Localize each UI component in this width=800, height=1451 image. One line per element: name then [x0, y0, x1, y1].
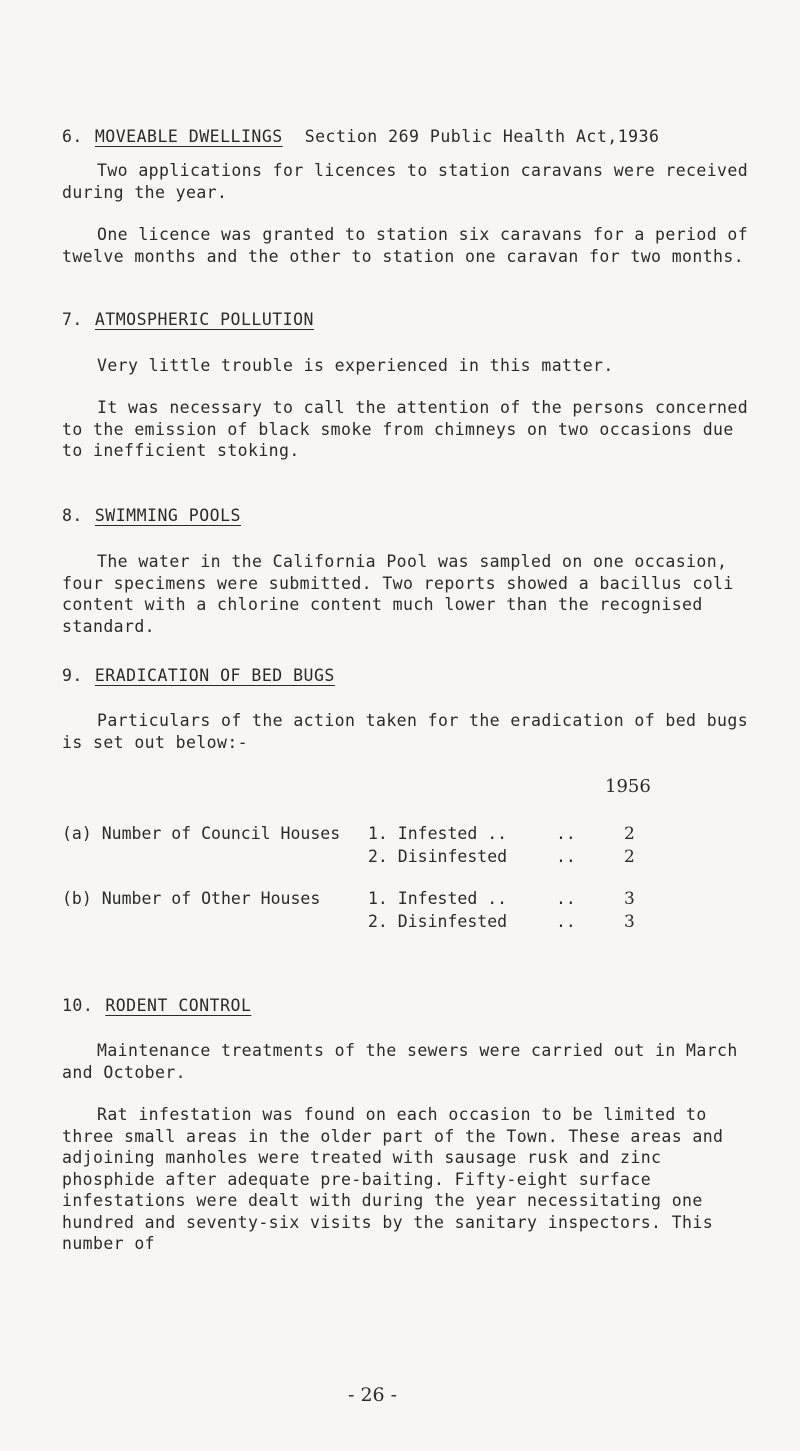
- section-number: 8.: [62, 506, 83, 525]
- paragraph: Particulars of the action taken for the eradication of bed bugs is set out below:-: [62, 711, 749, 752]
- paragraph: It was necessary to call the attention of the persons concerned to the emission of black smoke from chimneys on two occasions due to inefficient stoking.: [62, 398, 749, 460]
- table-leader: ..: [556, 824, 576, 843]
- table-item: 1. Infested ..: [368, 824, 508, 843]
- table-category: (a) Number of Council Houses: [62, 824, 341, 843]
- table-value: 3: [624, 889, 635, 909]
- paragraph: One licence was granted to station six caravans for a period of twelve months and the other to station one caravan for two months.: [62, 225, 749, 266]
- section-title: MOVEABLE DWELLINGS: [94, 127, 283, 146]
- paragraph: Two applications for licences to station caravans were received during the year.: [62, 161, 749, 202]
- section-title: ATMOSPHERIC POLLUTION: [94, 310, 314, 329]
- table-value: 2: [624, 847, 635, 867]
- table-value: 2: [624, 824, 635, 844]
- page-number: - 26 -: [348, 1384, 398, 1406]
- paragraph: Very little trouble is experienced in this matter.: [97, 356, 614, 375]
- table-leader: ..: [556, 847, 576, 866]
- table-leader: ..: [556, 912, 576, 931]
- section-10-heading: [62, 996, 251, 1015]
- section-title: SWIMMING POOLS: [94, 506, 241, 525]
- section-reference: Section 269 Public Health Act,1936: [304, 127, 660, 146]
- section-7-heading: [62, 310, 314, 329]
- section-number: 7.: [62, 310, 83, 329]
- table-item: 2. Disinfested: [368, 847, 508, 866]
- table-year-header: 1956: [605, 776, 651, 797]
- section-title: ERADICATION OF BED BUGS: [94, 666, 335, 685]
- table-category: (b) Number of Other Houses: [62, 889, 321, 908]
- section-number: 6.: [62, 127, 83, 146]
- paragraph: Rat infestation was found on each occasion to be limited to three small areas in the older part of the Town. These areas and adjoining manholes were treated with sausage rusk and zinc phosphide after adequate pre-baiting. Fifty-eight surface infestations were dealt with during the year necessitating one hundred and seventy-six visits by the sanitary inspectors. This number of: [62, 1105, 724, 1253]
- section-title: RODENT CONTROL: [105, 996, 252, 1015]
- table-leader: ..: [556, 889, 576, 908]
- table-item: 1. Infested ..: [368, 889, 508, 908]
- table-value: 3: [624, 912, 635, 932]
- paragraph: Maintenance treatments of the sewers were carried out in March and October.: [62, 1041, 738, 1082]
- table-item: 2. Disinfested: [368, 912, 508, 931]
- section-8-heading: [62, 506, 241, 525]
- section-9-heading: [62, 666, 335, 685]
- section-6-heading: [62, 127, 659, 146]
- paragraph: The water in the California Pool was sampled on one occasion, four specimens were submitted. Two reports showed a bacillus coli content with a chlorine content much lower than the recognised standard.: [62, 552, 734, 636]
- section-number: 9.: [62, 666, 83, 685]
- section-number: 10.: [62, 996, 94, 1015]
